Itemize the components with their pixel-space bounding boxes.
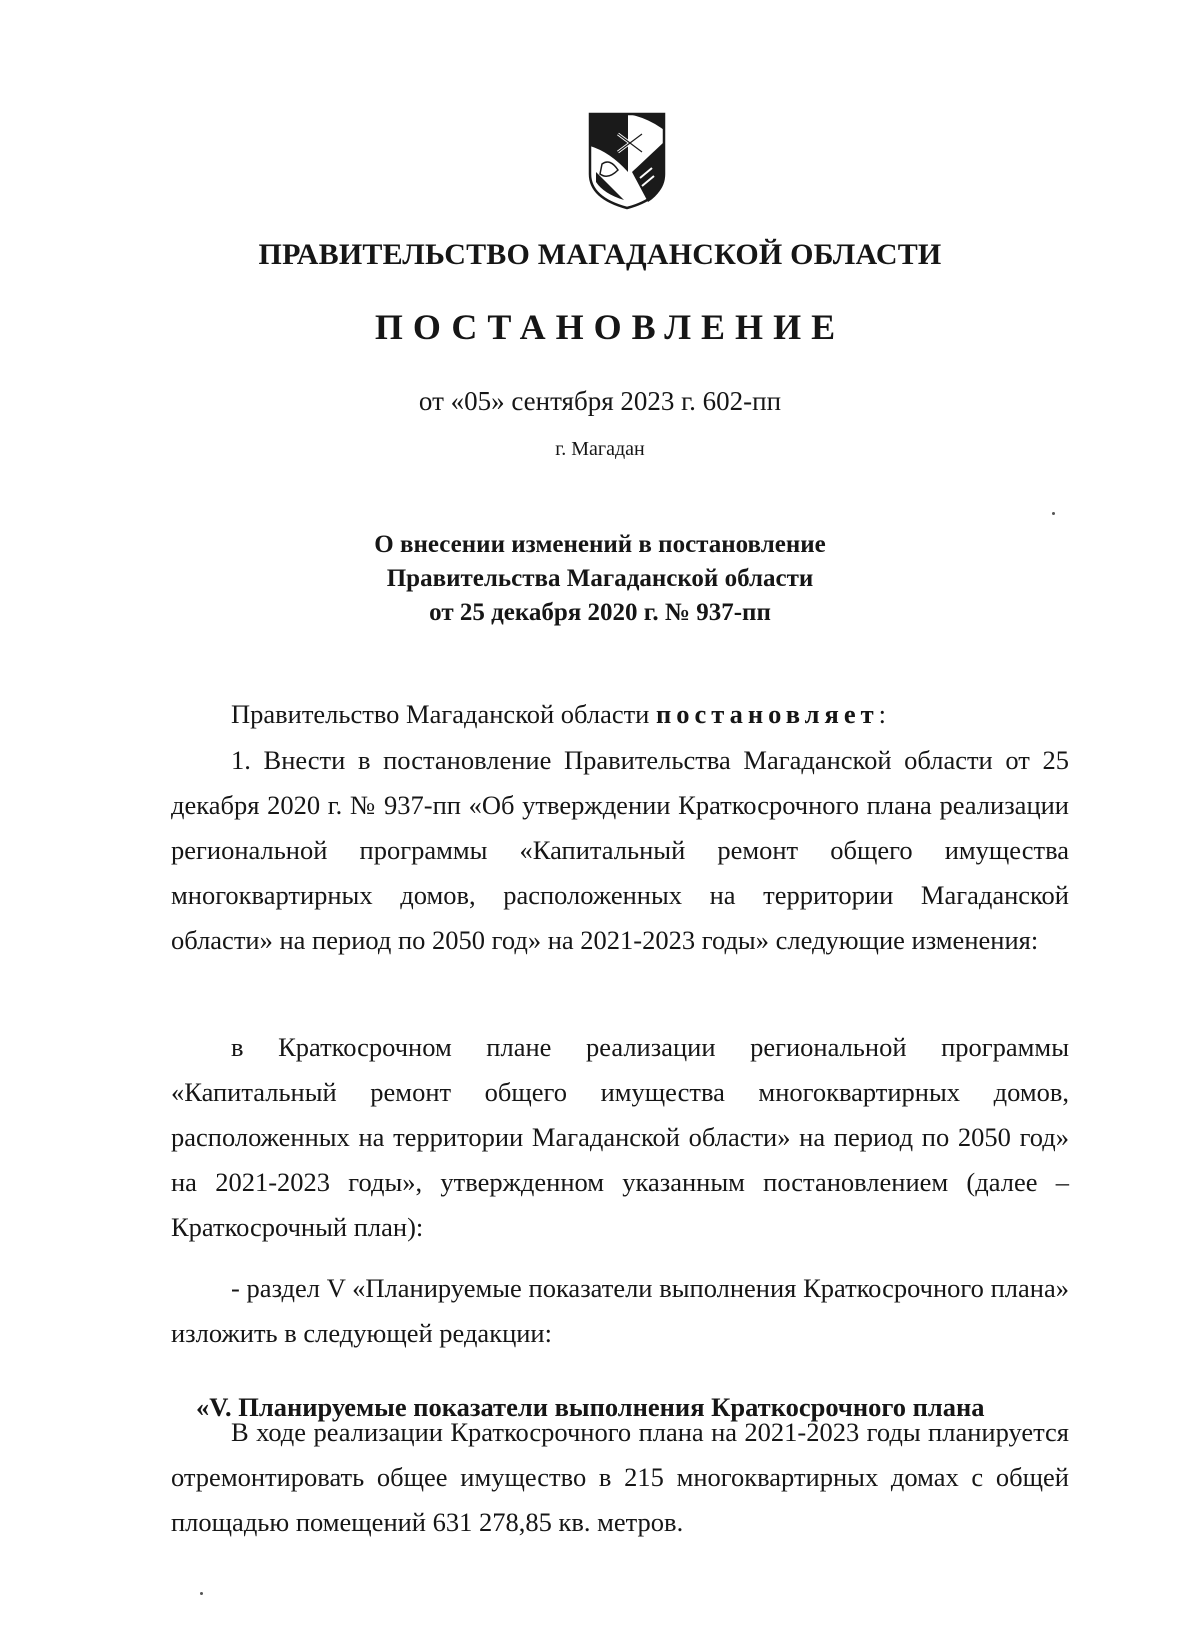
title-line: от 25 декабря 2020 г. № 937-пп [429, 599, 771, 626]
section-heading: «V. Планируемые показатели выполнения Краткосрочного плана [196, 1391, 985, 1422]
scan-speck [1052, 512, 1055, 515]
title-line: О внесении изменений в постановление [374, 531, 826, 558]
title-line: Правительства Магаданской области [386, 565, 814, 592]
preamble [171, 692, 1069, 737]
scan-speck [200, 1592, 203, 1595]
coat-of-arms-icon [588, 112, 666, 210]
document-date-number: от «05» сентября 2023 г. 602-пп [418, 386, 782, 416]
preamble-text: Правительство Магаданской области [231, 699, 656, 729]
plan-paragraph: В ходе реализации Краткосрочного плана на 2021-2023 годы планируется отремонтировать общее имущество в 215 многоквартирных домах с общей площадью помещений 631 278,85 кв. метров. [171, 1417, 1069, 1537]
organization-name: ПРАВИТЕЛЬСТВО МАГАДАНСКОЙ ОБЛАСТИ [258, 238, 942, 271]
document-type: ПОСТАНОВЛЕНИЕ [374, 307, 846, 347]
sub-item-paragraph: в Краткосрочном плане реализации региональной программы «Капитальный ремонт общего имущества многоквартирных домов, расположенных на территории Магаданской области» на период по 2050 год» на 2021-2023 годы», утвержденном указанным постановлением (далее – Краткосрочный план): [171, 1032, 1069, 1242]
dash-item-paragraph: - раздел V «Планируемые показатели выполнения Краткосрочного плана» изложить в следующей редакции: [171, 1273, 1069, 1348]
document-title [0, 528, 1200, 630]
preamble-colon: : [878, 699, 887, 729]
item-1-paragraph: 1. Внести в постановление Правительства Магаданской области от 25 декабря 2020 г. № 937-пп «Об утверждении Краткосрочного плана реализации региональной программы «Капитальный ремонт общего имущества многоквартирных домов, расположенных на территории Магаданской области» на период по 2050 год» на 2021-2023 годы» следующие изменения: [171, 745, 1069, 955]
preamble-verb: постановляет [655, 699, 879, 729]
document-city: г. Магадан [555, 438, 645, 460]
